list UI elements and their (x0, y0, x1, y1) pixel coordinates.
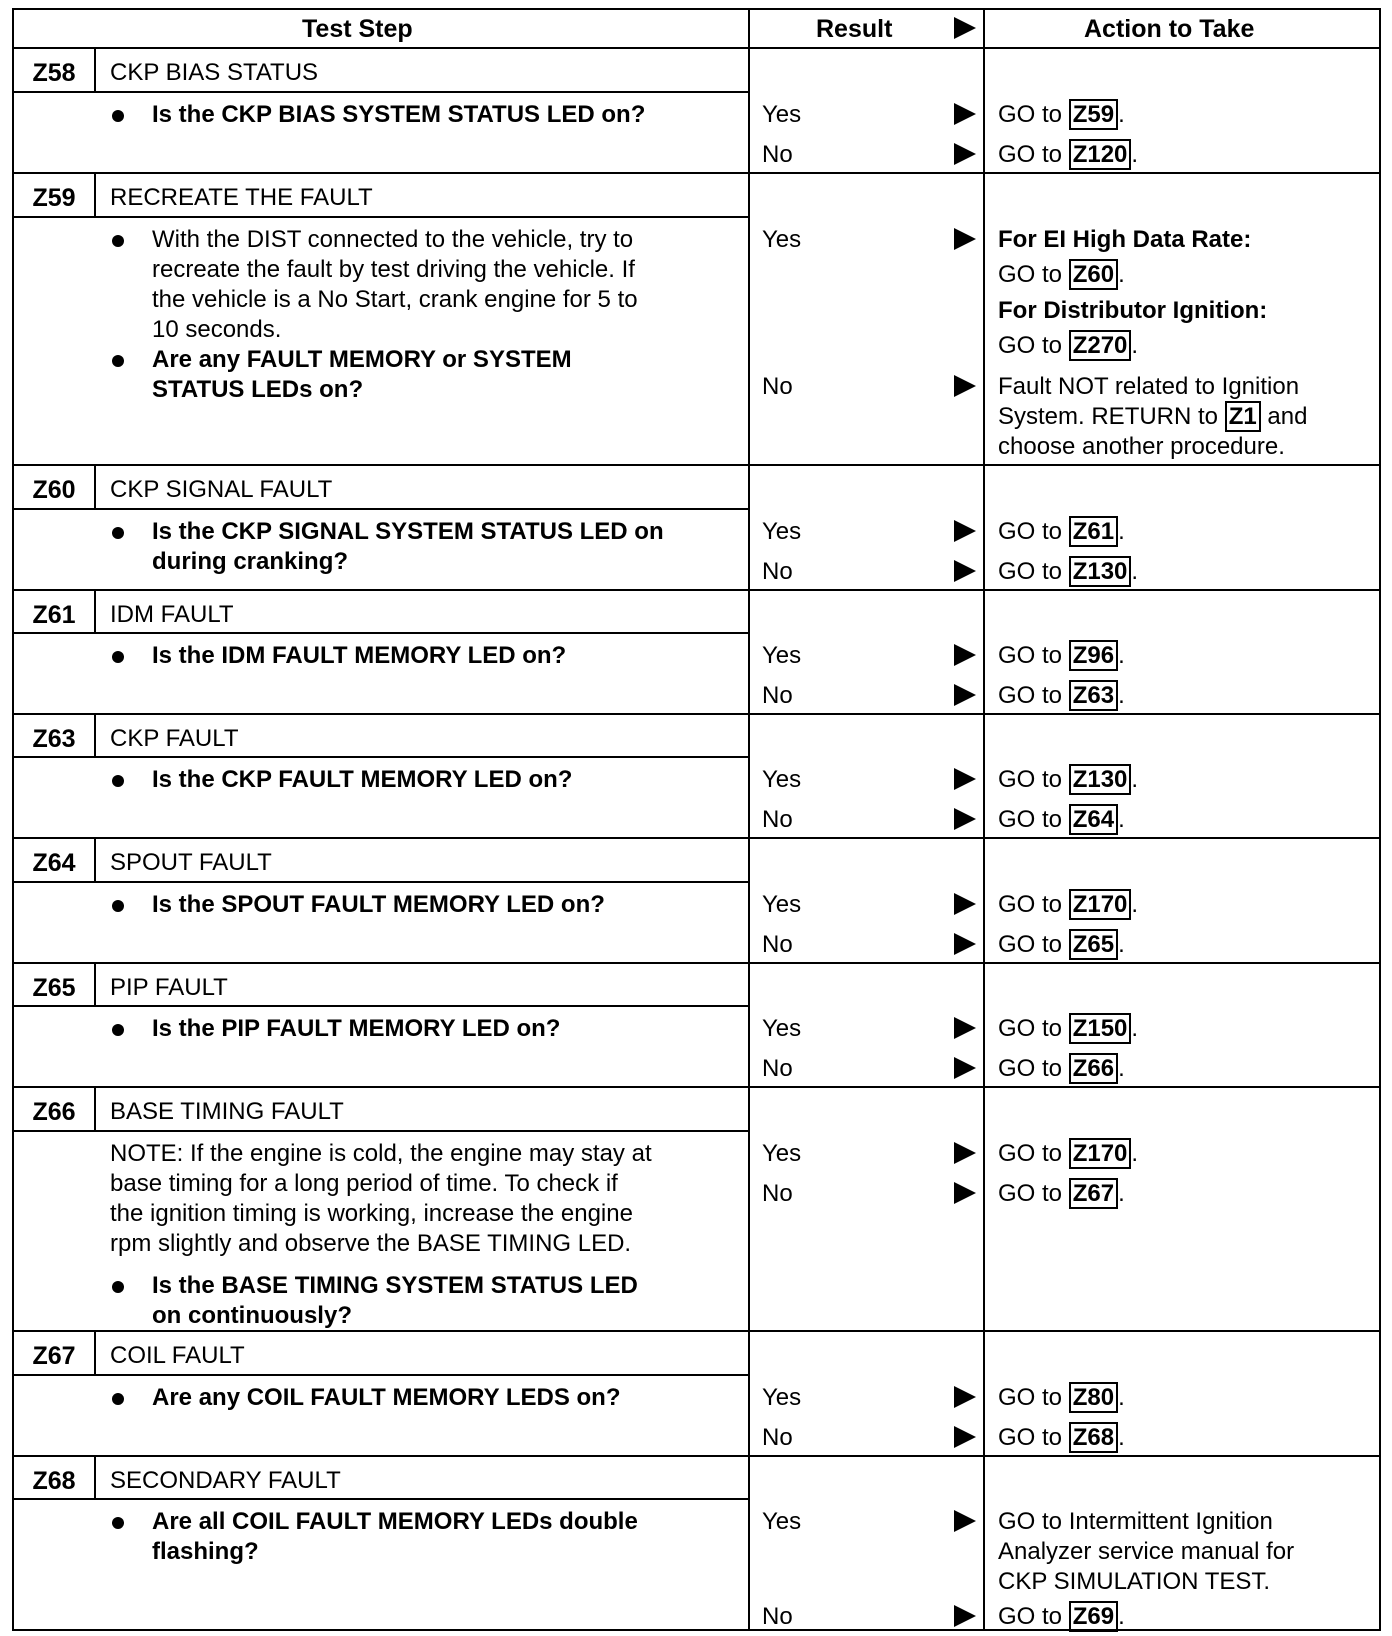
arrow-icon (954, 1510, 976, 1532)
header-arrow-icon (954, 17, 976, 39)
bullet-icon (112, 1517, 124, 1529)
action-heading: For Distributor Ignition: (998, 297, 1268, 324)
instruction-text: the vehicle is a No Start, crank engine for 5 to (152, 286, 638, 313)
header-divider (12, 47, 1381, 49)
step-title: RECREATE THE FAULT (110, 184, 373, 211)
row-divider (12, 1086, 1381, 1088)
action-no: GO to Z69 . (998, 1603, 1125, 1630)
id-divider (94, 1332, 96, 1375)
step-ref-link[interactable]: Z69 (1069, 1601, 1118, 1632)
action-no: GO to Z65 . (998, 931, 1125, 958)
action-yes: GO to Z96 . (998, 642, 1125, 669)
step-ref-link[interactable]: Z59 (1069, 99, 1118, 130)
step-ref-link[interactable]: Z170 (1069, 1138, 1132, 1169)
action-yes: CKP SIMULATION TEST. (998, 1568, 1271, 1595)
step-ref-link[interactable]: Z66 (1069, 1053, 1118, 1084)
bullet-icon (112, 775, 124, 787)
result-yes: Yes (762, 642, 802, 669)
step-id: Z66 (32, 1098, 76, 1126)
title-divider (12, 1130, 748, 1132)
step-ref-link[interactable]: Z150 (1069, 1013, 1132, 1044)
id-divider (94, 839, 96, 882)
action-no: System. RETURN to Z1 and (998, 403, 1308, 430)
note-text: NOTE: If the engine is cold, the engine may stay at (110, 1140, 652, 1167)
step-ref-link[interactable]: Z130 (1069, 556, 1132, 587)
action-no: GO to Z68 . (998, 1424, 1125, 1451)
step-title: CKP BIAS STATUS (110, 59, 319, 86)
instruction-text: 10 seconds. (152, 316, 282, 343)
result-yes: Yes (762, 226, 802, 253)
step-id: Z58 (32, 59, 76, 87)
arrow-icon (954, 143, 976, 165)
divider-action-col (983, 8, 985, 1631)
action-yes: GO to Z130 . (998, 766, 1139, 793)
step-title: CKP FAULT (110, 725, 239, 752)
step-title: COIL FAULT (110, 1342, 245, 1369)
row-divider (12, 962, 1381, 964)
question-text: Is the CKP FAULT MEMORY LED on? (152, 766, 573, 793)
question-text: Is the PIP FAULT MEMORY LED on? (152, 1015, 561, 1042)
note-text: the ignition timing is working, increase the engine (110, 1200, 633, 1227)
result-no: No (762, 931, 793, 958)
row-divider (12, 837, 1381, 839)
bullet-icon (112, 110, 124, 122)
step-ref-link[interactable]: Z130 (1069, 764, 1132, 795)
divider-result-col (748, 8, 750, 1631)
action-yes: GO to Z170 . (998, 891, 1139, 918)
step-ref-link[interactable]: Z63 (1069, 680, 1118, 711)
id-divider (94, 1457, 96, 1499)
result-no: No (762, 141, 793, 168)
result-no: No (762, 373, 793, 400)
question-text: Is the CKP BIAS SYSTEM STATUS LED on? (152, 101, 646, 128)
title-divider (12, 632, 748, 634)
action-heading: For EI High Data Rate: (998, 226, 1252, 253)
bullet-icon (112, 1393, 124, 1405)
action-no: GO to Z64 . (998, 806, 1125, 833)
question-text: Is the SPOUT FAULT MEMORY LED on? (152, 891, 605, 918)
arrow-icon (954, 893, 976, 915)
result-yes: Yes (762, 891, 802, 918)
step-id: Z63 (32, 725, 76, 753)
title-divider (12, 216, 748, 218)
step-id: Z64 (32, 849, 76, 877)
step-id: Z65 (32, 974, 76, 1002)
action-yes: GO to Z60 . (998, 261, 1125, 288)
question-text: Is the IDM FAULT MEMORY LED on? (152, 642, 567, 669)
title-divider (12, 1374, 748, 1376)
action-no: GO to Z130 . (998, 558, 1139, 585)
result-yes: Yes (762, 101, 802, 128)
bullet-icon (112, 355, 124, 367)
result-yes: Yes (762, 1384, 802, 1411)
row-divider (12, 713, 1381, 715)
result-no: No (762, 682, 793, 709)
question-text: Is the BASE TIMING SYSTEM STATUS LED (152, 1272, 638, 1299)
bullet-icon (112, 527, 124, 539)
arrow-icon (954, 684, 976, 706)
question-text: Are any COIL FAULT MEMORY LEDS on? (152, 1384, 621, 1411)
action-no: Fault NOT related to Ignition (998, 373, 1300, 400)
step-title: BASE TIMING FAULT (110, 1098, 344, 1125)
action-yes: GO to Z61 . (998, 518, 1125, 545)
id-divider (94, 466, 96, 509)
arrow-icon (954, 1017, 976, 1039)
step-ref-link[interactable]: Z80 (1069, 1382, 1118, 1413)
instruction-text: recreate the fault by test driving the vehicle. If (152, 256, 635, 283)
id-divider (94, 715, 96, 757)
action-no: GO to Z66 . (998, 1055, 1125, 1082)
step-ref-link[interactable]: Z61 (1069, 516, 1118, 547)
step-id: Z68 (32, 1467, 76, 1495)
step-ref-link[interactable]: Z68 (1069, 1422, 1118, 1453)
arrow-icon (954, 1386, 976, 1408)
action-no: choose another procedure. (998, 433, 1285, 460)
step-title: SPOUT FAULT (110, 849, 272, 876)
arrow-icon (954, 1057, 976, 1079)
title-divider (12, 1498, 748, 1500)
step-ref-link[interactable]: Z170 (1069, 889, 1132, 920)
action-no: GO to Z120 . (998, 141, 1139, 168)
arrow-icon (954, 768, 976, 790)
step-title: CKP SIGNAL FAULT (110, 476, 333, 503)
id-divider (94, 591, 96, 633)
question-text: Is the CKP SIGNAL SYSTEM STATUS LED on (152, 518, 664, 545)
question-text: Are all COIL FAULT MEMORY LEDs double (152, 1508, 638, 1535)
arrow-icon (954, 1142, 976, 1164)
arrow-icon (954, 933, 976, 955)
step-title: PIP FAULT (110, 974, 228, 1001)
id-divider (94, 174, 96, 217)
bullet-icon (112, 235, 124, 247)
row-divider (12, 1455, 1381, 1457)
arrow-icon (954, 228, 976, 250)
result-yes: Yes (762, 518, 802, 545)
result-no: No (762, 1180, 793, 1207)
step-id: Z60 (32, 476, 76, 504)
arrow-icon (954, 1605, 976, 1627)
result-yes: Yes (762, 1140, 802, 1167)
action-yes: GO to Z80 . (998, 1384, 1125, 1411)
header-action: Action to Take (1084, 15, 1255, 43)
action-yes: GO to Z150 . (998, 1015, 1139, 1042)
title-divider (12, 91, 748, 93)
id-divider (94, 1088, 96, 1131)
arrow-icon (954, 1182, 976, 1204)
action-yes: GO to Intermittent Ignition (998, 1508, 1273, 1535)
arrow-icon (954, 520, 976, 542)
title-divider (12, 881, 748, 883)
instruction-text: With the DIST connected to the vehicle, try to (152, 226, 634, 253)
bullet-icon (112, 1024, 124, 1036)
step-title: SECONDARY FAULT (110, 1467, 341, 1494)
action-yes: GO to Z170 . (998, 1140, 1139, 1167)
title-divider (12, 1005, 748, 1007)
action-yes: GO to Z270 . (998, 332, 1139, 359)
question-text: STATUS LEDs on? (152, 376, 364, 403)
step-ref-link[interactable]: Z67 (1069, 1178, 1118, 1209)
step-id: Z67 (32, 1342, 76, 1370)
result-no: No (762, 1055, 793, 1082)
row-divider (12, 172, 1381, 174)
action-no: GO to Z67 . (998, 1180, 1125, 1207)
question-text: on continuously? (152, 1302, 352, 1329)
step-id: Z59 (32, 184, 76, 212)
id-divider (94, 49, 96, 92)
arrow-icon (954, 808, 976, 830)
step-ref-link[interactable]: Z270 (1069, 330, 1132, 361)
result-yes: Yes (762, 1508, 802, 1535)
action-no: GO to Z63 . (998, 682, 1125, 709)
action-yes: GO to Z59 . (998, 101, 1125, 128)
header-test-step: Test Step (302, 15, 413, 43)
title-divider (12, 508, 748, 510)
step-ref-link[interactable]: Z64 (1069, 804, 1118, 835)
step-id: Z61 (32, 601, 76, 629)
note-text: rpm slightly and observe the BASE TIMING LED. (110, 1230, 632, 1257)
result-yes: Yes (762, 766, 802, 793)
arrow-icon (954, 375, 976, 397)
row-divider (12, 464, 1381, 466)
step-ref-link[interactable]: Z96 (1069, 640, 1118, 671)
bullet-icon (112, 900, 124, 912)
question-text: flashing? (152, 1538, 259, 1565)
row-divider (12, 589, 1381, 591)
title-divider (12, 756, 748, 758)
arrow-icon (954, 560, 976, 582)
step-ref-link[interactable]: Z60 (1069, 259, 1118, 290)
step-ref-link[interactable]: Z1 (1225, 401, 1261, 432)
step-title: IDM FAULT (110, 601, 234, 628)
step-ref-link[interactable]: Z65 (1069, 929, 1118, 960)
question-text: Are any FAULT MEMORY or SYSTEM (152, 346, 572, 373)
note-text: base timing for a long period of time. To check if (110, 1170, 618, 1197)
header-result: Result (816, 15, 893, 43)
bullet-icon (112, 651, 124, 663)
result-no: No (762, 1603, 793, 1630)
result-no: No (762, 558, 793, 585)
row-divider (12, 1330, 1381, 1332)
arrow-icon (954, 644, 976, 666)
arrow-icon (954, 1426, 976, 1448)
result-no: No (762, 1424, 793, 1451)
id-divider (94, 964, 96, 1006)
bullet-icon (112, 1281, 124, 1293)
arrow-icon (954, 103, 976, 125)
result-yes: Yes (762, 1015, 802, 1042)
question-text: during cranking? (152, 548, 349, 575)
step-ref-link[interactable]: Z120 (1069, 139, 1132, 170)
result-no: No (762, 806, 793, 833)
action-yes: Analyzer service manual for (998, 1538, 1295, 1565)
